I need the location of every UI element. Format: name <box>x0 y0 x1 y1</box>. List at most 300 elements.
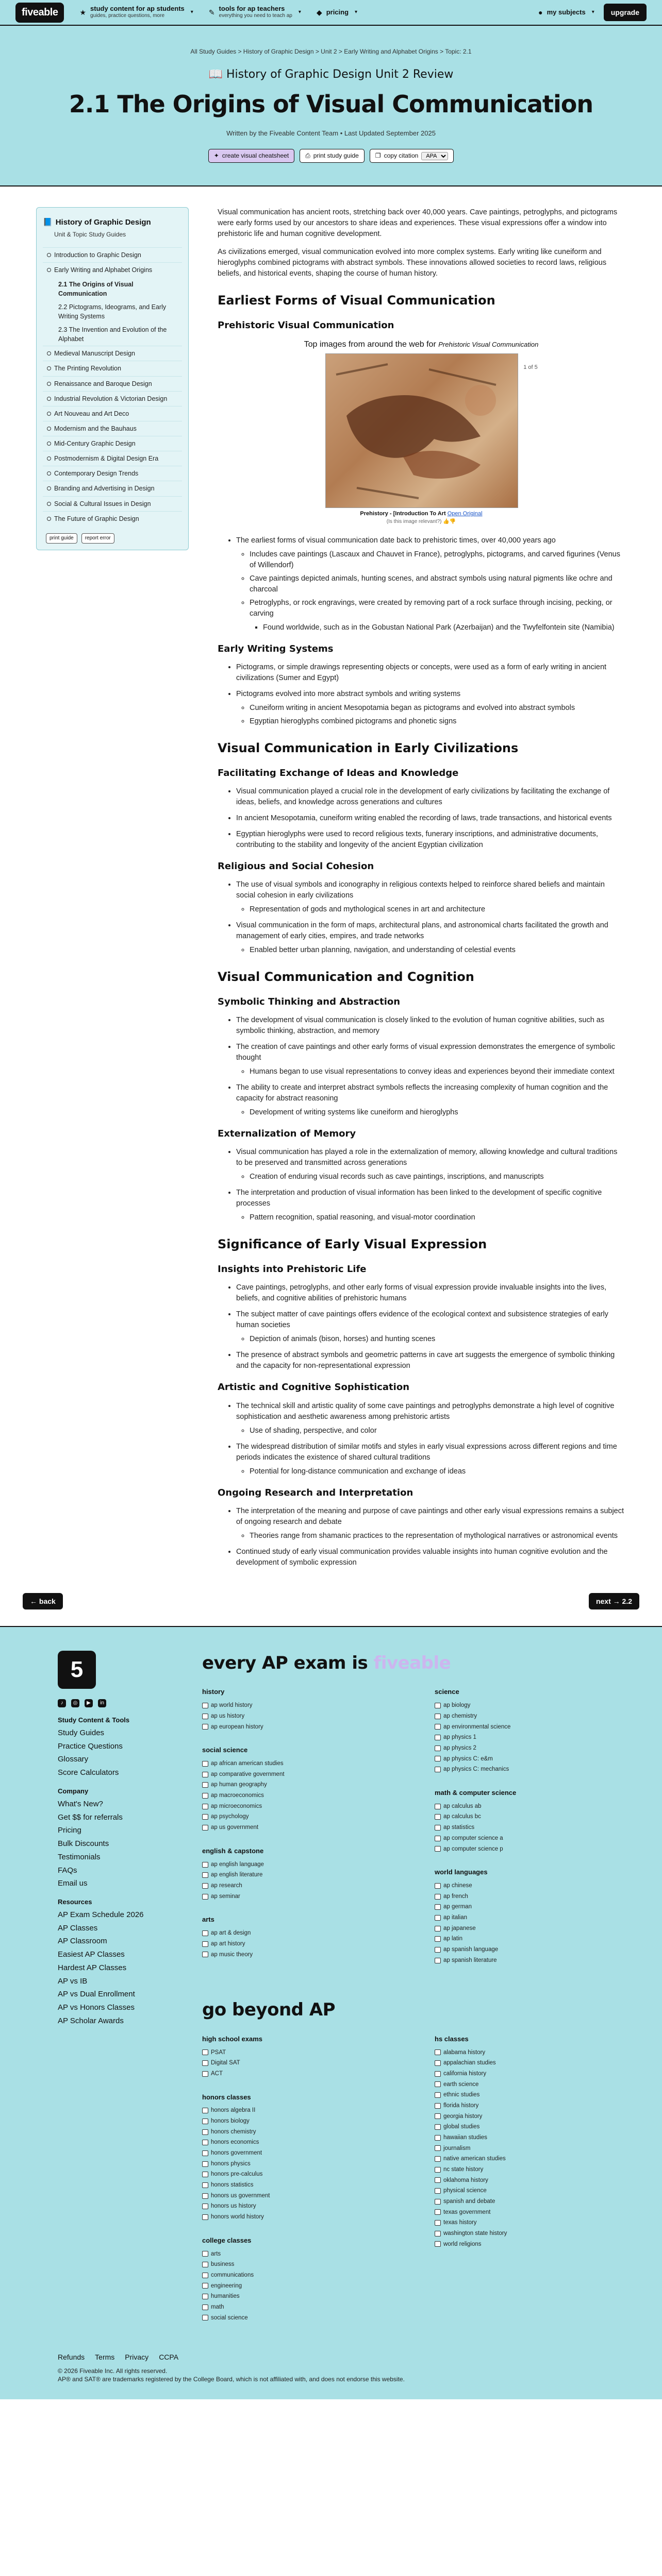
social-links <box>58 1699 161 1707</box>
list-item <box>236 1401 625 1436</box>
exam-category <box>202 1846 393 1902</box>
bullet-list <box>250 1066 625 1077</box>
bullet-icon <box>47 268 51 272</box>
bullet-list <box>250 549 625 633</box>
exam-link[interactable]: ap world history <box>202 1700 393 1711</box>
star-icon: ★ <box>79 8 87 16</box>
exam-category-title: arts <box>202 1916 214 1924</box>
exam-link[interactable]: ap african american studies <box>202 1758 393 1769</box>
exam-link[interactable]: ap environmental science <box>435 1722 626 1733</box>
sidebar-item-label: Mid-Century Graphic Design <box>54 440 136 448</box>
report-error-button[interactable]: report error <box>81 533 114 544</box>
exam-link[interactable]: honors chemistry <box>202 2127 393 2138</box>
sidebar <box>36 207 189 1574</box>
footer-link[interactable]: Study Guides <box>58 1728 105 1737</box>
image-counter: 1 of 5 <box>523 364 538 371</box>
exam-category <box>435 1868 626 1965</box>
exam-link[interactable]: ap comparative government <box>202 1769 393 1780</box>
exam-link[interactable]: honors us government <box>202 2191 393 2201</box>
exam-link[interactable]: ap human geography <box>202 1780 393 1790</box>
exam-link[interactable]: florida history <box>435 2100 626 2111</box>
exam-link[interactable]: arts <box>202 2249 393 2260</box>
list-item <box>250 703 625 714</box>
nav-link-title: study content for ap students <box>90 4 185 12</box>
list-item-text: Pictograms evolved into more abstract symbols and writing systems <box>236 690 461 699</box>
book-icon: 📖 <box>208 68 223 81</box>
chevron-down-icon: ▾ <box>298 9 301 15</box>
bullet-icon <box>47 412 51 416</box>
list-item-text: The interpretation of the meaning and purpose of cave paintings and other early visual expressions remains a subject of ongoing research and debate <box>236 1506 624 1526</box>
breadcrumb[interactable]: All Study Guides > History of Graphic Design > Unit 2 > Early Writing and Alphabet Origins > Topic: 2.1 <box>190 48 472 55</box>
exam-link[interactable]: ap physics C: mechanics <box>435 1764 626 1775</box>
sidebar-title-text: History of Graphic Design <box>55 218 151 227</box>
footer-link[interactable]: Pricing <box>58 1826 81 1835</box>
nav-study-content[interactable] <box>79 5 193 20</box>
bullet-icon <box>47 442 51 446</box>
sidebar-item[interactable] <box>43 406 182 421</box>
exam-link[interactable]: ap italian <box>435 1912 626 1923</box>
cave-painting-drawing <box>326 354 518 508</box>
list-item-text: Pictograms, or simple drawings representing objects or concepts, were used as a form of early writing in ancient civilizations (Sumer and Egypt) <box>236 663 607 683</box>
exam-link[interactable]: spanish and debate <box>435 2196 626 2207</box>
bullet-icon <box>47 427 51 431</box>
exam-link[interactable]: honors world history <box>202 2212 393 2223</box>
hero <box>0 26 662 187</box>
exam-link[interactable]: ap computer science a <box>435 1833 626 1844</box>
subsection-heading: Prehistoric Visual Communication <box>218 320 394 331</box>
sidebar-item-label: Medieval Manuscript Design <box>54 350 136 358</box>
footer-link[interactable]: Practice Questions <box>58 1741 123 1751</box>
list-item-text: Visual communication played a crucial role in the development of early civilizations by facilitating the exchange of ideas, beliefs, and knowledge across generations and cultures <box>236 787 610 807</box>
chevron-down-icon: ▾ <box>591 9 594 15</box>
bullet-list <box>250 1334 625 1345</box>
footer-link[interactable]: Bulk Discounts <box>58 1839 109 1849</box>
list-item <box>250 598 625 633</box>
exam-link[interactable]: georgia history <box>435 2111 626 2122</box>
exam-link[interactable]: social science <box>202 2313 393 2324</box>
sidebar-item[interactable] <box>43 361 182 376</box>
bullet-list <box>218 1282 625 1371</box>
bullet-icon <box>47 486 51 490</box>
list-item-text: Pattern recognition, spatial reasoning, and visual-motor coordination <box>250 1213 475 1222</box>
list-item <box>250 1531 625 1541</box>
exam-link[interactable]: Digital SAT <box>202 2058 393 2069</box>
category-column <box>435 2035 626 2337</box>
exam-category-title: social science <box>202 1746 248 1754</box>
exam-link[interactable]: ap chemistry <box>435 1711 626 1722</box>
ap-exam-grid <box>202 1687 626 1979</box>
linkedin-icon[interactable]: in <box>98 1699 106 1707</box>
list-item <box>236 1442 625 1477</box>
list-item <box>250 573 625 595</box>
exam-link[interactable]: honors economics <box>202 2137 393 2148</box>
list-item-text: Petroglyphs, or rock engravings, were created by removing part of a rock surface through incising, pecking, or carving <box>250 598 613 618</box>
list-item-text: The use of visual symbols and iconography in religious contexts helped to reinforce shared beliefs and maintain social cohesion in early civilizations <box>236 880 605 900</box>
category-column <box>202 1687 393 1979</box>
exam-link[interactable]: ap us government <box>202 1822 393 1833</box>
list-item <box>250 1334 625 1345</box>
exam-link[interactable]: engineering <box>202 2281 393 2292</box>
exam-link[interactable]: ap computer science p <box>435 1844 626 1855</box>
footer-link[interactable]: Get $$ for referrals <box>58 1812 123 1822</box>
list-item-text: Cuneiform writing in ancient Mesopotamia began as pictograms and evolved into abstract symbols <box>250 704 575 713</box>
chevron-down-icon: ▾ <box>190 9 193 15</box>
copy-label: copy citation <box>384 151 419 159</box>
list-item-text: Cave paintings depicted animals, hunting scenes, and abstract symbols using natural pigments like ochre and charcoal <box>250 574 613 594</box>
tag-icon: ◆ <box>316 8 322 16</box>
cave-painting-image[interactable] <box>325 353 518 508</box>
sidebar-item[interactable] <box>43 436 182 451</box>
footer-link[interactable]: What's New? <box>58 1799 103 1808</box>
copyright-text: © 2026 Fiveable Inc. All rights reserved. <box>58 2367 168 2375</box>
back-label: back <box>39 1597 56 1605</box>
sidebar-item[interactable] <box>43 300 182 323</box>
sidebar-footer <box>43 533 182 544</box>
bullet-list <box>218 1147 625 1223</box>
thumbs-up-icon[interactable]: 👍 <box>443 519 450 525</box>
refunds-link[interactable]: Refunds <box>58 2353 85 2362</box>
main <box>0 187 662 1593</box>
exam-link[interactable]: ACT <box>202 2069 393 2079</box>
exam-link[interactable]: oklahoma history <box>435 2175 626 2186</box>
exam-link[interactable]: ap european history <box>202 1722 393 1733</box>
exam-link[interactable]: humanities <box>202 2291 393 2302</box>
exam-link[interactable]: california history <box>435 2069 626 2079</box>
list-item-text: Enabled better urban planning, navigation, and understanding of celestial events <box>250 946 516 955</box>
sidebar-item[interactable] <box>43 481 182 496</box>
bullet-list <box>236 662 625 727</box>
list-item-text: Egyptian hieroglyphs were used to record religious texts, funerary inscriptions, and administrative documents, contributing to the stability and longevity of the ancient Egyptian civilization <box>236 830 598 850</box>
sidebar-list <box>43 247 182 526</box>
footer-link[interactable]: AP vs Honors Classes <box>58 2003 135 2012</box>
book-icon: 📘 <box>43 218 53 227</box>
footer-link[interactable]: Testimonials <box>58 1852 101 1861</box>
exam-link[interactable]: ap spanish language <box>435 1944 626 1955</box>
trademark-text: AP® and SAT® are trademarks registered by the College Board, which is not affiliated with, and does not endorse this website. <box>58 2376 405 2383</box>
exam-link[interactable]: ap english literature <box>202 1870 393 1880</box>
footer-left <box>58 1651 161 2336</box>
list-item-text: The presence of abstract symbols and geometric patterns in cave art suggests the emergence of symbolic thinking and the capacity for non-representational expression <box>236 1351 615 1370</box>
subsection-heading: Religious and Social Cohesion <box>218 861 374 872</box>
section-heading: Significance of Early Visual Expression <box>218 1237 487 1252</box>
list-item <box>236 1188 625 1223</box>
list-item-text: Use of shading, perspective, and color <box>250 1426 377 1435</box>
bullet-list <box>236 1015 625 1118</box>
exam-link[interactable]: ap calculus bc <box>435 1811 626 1822</box>
exam-link[interactable]: earth science <box>435 2079 626 2090</box>
footer-link[interactable]: AP Scholar Awards <box>58 2016 124 2025</box>
footer-logo[interactable]: 5 <box>58 1651 96 1689</box>
sidebar-item[interactable] <box>43 262 182 277</box>
exam-link[interactable]: ap biology <box>435 1700 626 1711</box>
thumbs-down-icon[interactable]: 👎 <box>449 519 456 525</box>
exam-link[interactable]: honors us history <box>202 2201 393 2212</box>
unit-review-title <box>15 66 647 83</box>
upgrade-button[interactable]: upgrade <box>604 4 647 21</box>
sidebar-item-label: Art Nouveau and Art Deco <box>54 410 129 417</box>
exam-category-title: science <box>435 1688 459 1696</box>
subsection-heading: Ongoing Research and Interpretation <box>218 1487 413 1498</box>
footer-link[interactable]: Score Calculators <box>58 1768 119 1777</box>
caption-title: Prehistory - [Introduction To Art <box>360 511 446 517</box>
footer-link[interactable]: AP Classes <box>58 1923 98 1933</box>
sidebar-item-label: Social & Cultural Issues in Design <box>54 500 151 507</box>
bullet-icon <box>47 517 51 521</box>
list-item <box>250 549 625 571</box>
section-heading: Visual Communication and Cognition <box>218 970 474 985</box>
sidebar-title[interactable] <box>43 217 182 228</box>
list-item <box>236 1506 625 1541</box>
exam-link[interactable]: honors biology <box>202 2116 393 2127</box>
byline: Written by the Fiveable Content Team • Last Updated September 2025 <box>226 129 436 137</box>
footer-sections <box>58 1716 161 2027</box>
bullet-list <box>263 622 625 633</box>
footer-link[interactable]: FAQs <box>58 1866 77 1875</box>
list-item <box>236 813 625 824</box>
section-heading: Earliest Forms of Visual Communication <box>218 293 495 308</box>
sidebar-item[interactable] <box>43 496 182 511</box>
exam-category <box>202 2035 393 2079</box>
bullet-list <box>218 879 625 956</box>
sparkle-icon: ✦ <box>213 151 219 159</box>
exam-link[interactable]: ap english language <box>202 1859 393 1870</box>
next-topic-number: 2.2 <box>622 1597 632 1605</box>
exam-link[interactable]: honors statistics <box>202 2180 393 2191</box>
exam-link[interactable]: ap seminar <box>202 1891 393 1902</box>
sidebar-item[interactable] <box>43 323 182 346</box>
exam-link[interactable]: ap physics C: e&m <box>435 1754 626 1765</box>
list-item-text: Visual communication in the form of maps, architectural plans, and astronomical charts facilitated the growth and management of early cities, empires, and trade networks <box>236 921 608 941</box>
sidebar-item[interactable] <box>43 451 182 466</box>
privacy-link[interactable]: Privacy <box>125 2353 149 2362</box>
exam-link[interactable]: global studies <box>435 2122 626 2132</box>
exam-link[interactable]: physical science <box>435 2185 626 2196</box>
list-item-text: Egyptian hieroglyphs combined pictograms and phonetic signs <box>250 717 457 726</box>
list-item-text: The creation of cave paintings and other early forms of visual expression demonstrates the emergence of symbolic thought <box>236 1043 616 1062</box>
sidebar-item-label: Early Writing and Alphabet Origins <box>54 266 153 274</box>
sidebar-item[interactable] <box>43 391 182 406</box>
subsection-heading: Symbolic Thinking and Abstraction <box>218 996 401 1008</box>
footer-link[interactable]: AP vs Dual Enrollment <box>58 1990 135 1999</box>
category-column <box>202 2035 393 2337</box>
sidebar-item-label: Introduction to Graphic Design <box>54 251 141 259</box>
exam-link[interactable]: PSAT <box>202 2047 393 2058</box>
exam-link[interactable]: alabama history <box>435 2047 626 2058</box>
bullet-list <box>236 786 625 851</box>
bullet-icon <box>47 366 51 370</box>
list-item <box>236 1309 625 1345</box>
exam-category <box>202 1745 393 1833</box>
exam-link[interactable]: honors physics <box>202 2159 393 2170</box>
exam-link[interactable]: ap calculus ab <box>435 1801 626 1812</box>
list-item-text: Development of writing systems like cuneiform and hieroglyphs <box>250 1108 458 1117</box>
bullet-list <box>250 703 625 727</box>
bullet-icon <box>47 351 51 355</box>
citation-format-select[interactable] <box>421 152 448 160</box>
exam-link[interactable]: ap german <box>435 1902 626 1912</box>
relevance-text: (Is this image relevant?) <box>386 519 442 525</box>
list-item <box>250 1212 625 1223</box>
exam-link[interactable]: math <box>202 2302 393 2313</box>
sidebar-item[interactable] <box>43 421 182 436</box>
exam-link[interactable]: ap music theory <box>202 1950 393 1960</box>
image-carousel <box>218 338 625 526</box>
nav-link-title: tools for ap teachers <box>219 4 285 12</box>
bullet-icon <box>47 456 51 461</box>
list-item-text: The ability to create and interpret abstract symbols reflects the increasing complexity of human cognition and the capacity for abstract reasoning <box>236 1083 608 1103</box>
exam-category-title: hs classes <box>435 2035 469 2043</box>
list-item-text: The subject matter of cave paintings offers evidence of the ecological context and subsistence strategies of early human societies <box>236 1310 608 1330</box>
image-carousel-heading <box>218 338 625 350</box>
bullet-list <box>218 1506 625 1568</box>
sidebar-item[interactable] <box>43 278 182 300</box>
footer-link[interactable]: Easiest AP Classes <box>58 1950 125 1959</box>
exam-link[interactable]: texas government <box>435 2207 626 2218</box>
list-item-text: Cave paintings, petroglyphs, and other early forms of visual expression provide invaluable insights into the lives, beliefs, and cognitive abilities of prehistoric humans <box>236 1283 607 1303</box>
exam-link[interactable]: ap research <box>202 1880 393 1891</box>
list-item-text: In ancient Mesopotamia, cuneiform writing enabled the recording of laws, trade transactions, and historical events <box>236 814 612 823</box>
exam-link[interactable]: washington state history <box>435 2228 626 2239</box>
list-item <box>250 716 625 727</box>
fiveable-logo[interactable]: fiveable <box>15 3 64 23</box>
youtube-icon[interactable]: ▶ <box>85 1699 93 1707</box>
exam-link[interactable]: native american studies <box>435 2154 626 2164</box>
list-item <box>250 1426 625 1436</box>
exam-link[interactable]: ethnic studies <box>435 2090 626 2100</box>
list-item-text: Humans began to use visual representations to convey ideas and experiences beyond their immediate context <box>250 1067 615 1076</box>
exam-link[interactable]: honors algebra II <box>202 2105 393 2116</box>
bullet-icon <box>47 471 51 476</box>
exam-link[interactable]: business <box>202 2259 393 2270</box>
hero-actions <box>15 149 647 163</box>
footer-link[interactable]: AP vs IB <box>58 1976 88 1986</box>
exam-link[interactable]: ap microeconomics <box>202 1801 393 1812</box>
sidebar-item[interactable] <box>43 247 182 262</box>
list-item-text: Depiction of animals (bison, horses) and hunting scenes <box>250 1335 436 1344</box>
sidebar-item-label: Postmodernism & Digital Design Era <box>54 455 159 463</box>
image-frame <box>218 353 625 508</box>
nav-my-subjects[interactable] <box>538 7 594 18</box>
section-heading: Visual Communication in Early Civilizations <box>218 741 519 756</box>
sidebar-item[interactable] <box>43 511 182 526</box>
sidebar-item-label: 2.3 The Invention and Evolution of the Alphabet <box>58 326 167 343</box>
bullet-list <box>236 1401 625 1477</box>
article <box>218 207 625 1574</box>
exam-category <box>202 2093 393 2223</box>
sidebar-item[interactable] <box>43 466 182 481</box>
exam-link[interactable]: ap art history <box>202 1939 393 1950</box>
sidebar-item-label: Modernism and the Bauhaus <box>54 425 137 432</box>
exam-link[interactable]: nc state history <box>435 2164 626 2175</box>
bullet-list <box>250 1107 625 1118</box>
nav-teacher-tools[interactable] <box>209 5 301 20</box>
nav-link-sub: guides, practice questions, more <box>90 12 165 19</box>
exam-link[interactable]: ap chinese <box>435 1880 626 1891</box>
nav-pricing[interactable] <box>317 7 357 18</box>
footer-heading-brand: fiveable <box>373 1653 451 1674</box>
footer-link[interactable]: Email us <box>58 1879 88 1888</box>
nav-link-title: pricing <box>326 8 349 16</box>
beyond-grid <box>202 2035 626 2337</box>
exam-link[interactable]: journalism <box>435 2143 626 2154</box>
footer-section-title: Resources <box>58 1898 92 1906</box>
exam-link[interactable]: world religions <box>435 2239 626 2250</box>
copy-icon: ❐ <box>375 151 381 159</box>
exam-link[interactable]: ap physics 2 <box>435 1743 626 1754</box>
exam-category <box>435 1687 626 1775</box>
list-item <box>236 829 625 851</box>
exam-link[interactable]: ap french <box>435 1891 626 1902</box>
footer-right <box>202 1651 626 2336</box>
exam-link[interactable]: ap latin <box>435 1934 626 1944</box>
tiktok-icon[interactable]: ♪ <box>58 1699 66 1707</box>
terms-link[interactable]: Terms <box>95 2353 115 2362</box>
copy-citation-button[interactable] <box>370 149 454 163</box>
exam-link[interactable]: ap us history <box>202 1711 393 1722</box>
intro-paragraph: Visual communication has ancient roots, stretching back over 40,000 years. Cave paintings, petroglyphs, and pictograms were early forms used by our ancestors to share ideas and experiences. These visual expressions offer a window into prehistoric life and human cognitive development. <box>218 208 618 239</box>
exam-link[interactable]: ap art & design <box>202 1928 393 1939</box>
print-icon: ⎙ <box>305 151 310 159</box>
back-button[interactable]: ← back <box>23 1593 63 1609</box>
footer-heading-beyond: go beyond AP <box>202 1999 336 2021</box>
nav-link-title: my subjects <box>547 8 586 16</box>
list-item-text: Visual communication has played a role in the externalization of memory, allowing knowledge and cultural traditions to be preserved and transmitted across generations <box>236 1148 618 1167</box>
list-item-text: Creation of enduring visual records such as cave paintings, inscriptions, and manuscripts <box>250 1173 544 1181</box>
sidebar-item[interactable] <box>43 346 182 361</box>
exam-link[interactable]: ap physics 1 <box>435 1732 626 1743</box>
next-button[interactable]: next → 2.2 <box>589 1593 639 1609</box>
print-guide-button[interactable]: print guide <box>46 533 77 544</box>
exam-link[interactable]: honors government <box>202 2148 393 2159</box>
list-item-text: Theories range from shamanic practices to the representation of mythological narratives or astronomical events <box>250 1531 618 1540</box>
subsection-heading: Externalization of Memory <box>218 1128 356 1140</box>
bullet-list <box>250 1172 625 1182</box>
ccpa-link[interactable]: CCPA <box>159 2353 179 2362</box>
exam-link[interactable]: hawaiian studies <box>435 2132 626 2143</box>
footer-link[interactable]: AP Exam Schedule 2026 <box>58 1910 144 1919</box>
exam-link[interactable]: ap statistics <box>435 1822 626 1833</box>
bullet-icon <box>47 397 51 401</box>
horse-shape <box>403 451 481 479</box>
open-original-link[interactable]: Open Original <box>447 511 483 517</box>
exam-link[interactable]: ap macroeconomics <box>202 1790 393 1801</box>
print-button[interactable] <box>300 149 365 163</box>
exam-link[interactable]: ap spanish literature <box>435 1955 626 1966</box>
list-item <box>236 1547 625 1568</box>
sidebar-item[interactable] <box>43 376 182 391</box>
image-caption <box>218 510 625 518</box>
nav-link-sub: everything you need to teach ap <box>219 12 292 19</box>
instagram-icon[interactable]: ◎ <box>71 1699 79 1707</box>
exam-link[interactable]: ap japanese <box>435 1923 626 1934</box>
bullet-list <box>218 1015 625 1118</box>
footer-link[interactable]: Glossary <box>58 1755 89 1764</box>
exam-link[interactable]: texas history <box>435 2217 626 2228</box>
list-item-text: The earliest forms of visual communication date back to prehistoric times, over 40,000 years ago <box>236 536 556 545</box>
pager <box>0 1593 662 1626</box>
page-title: 2.1 The Origins of Visual Communication <box>69 90 593 118</box>
footer-heading-text: every AP exam is <box>202 1653 368 1674</box>
exam-link[interactable]: appalachian studies <box>435 2058 626 2069</box>
exam-link[interactable]: honors pre-calculus <box>202 2169 393 2180</box>
footer-link[interactable]: Hardest AP Classes <box>58 1963 127 1972</box>
footer-link[interactable]: AP Classroom <box>58 1937 107 1946</box>
subsection-heading: Facilitating Exchange of Ideas and Knowledge <box>218 767 459 778</box>
cheatsheet-button[interactable] <box>208 149 294 163</box>
legal <box>0 2352 662 2399</box>
exam-link[interactable]: communications <box>202 2270 393 2281</box>
exam-link[interactable]: ap psychology <box>202 1811 393 1822</box>
